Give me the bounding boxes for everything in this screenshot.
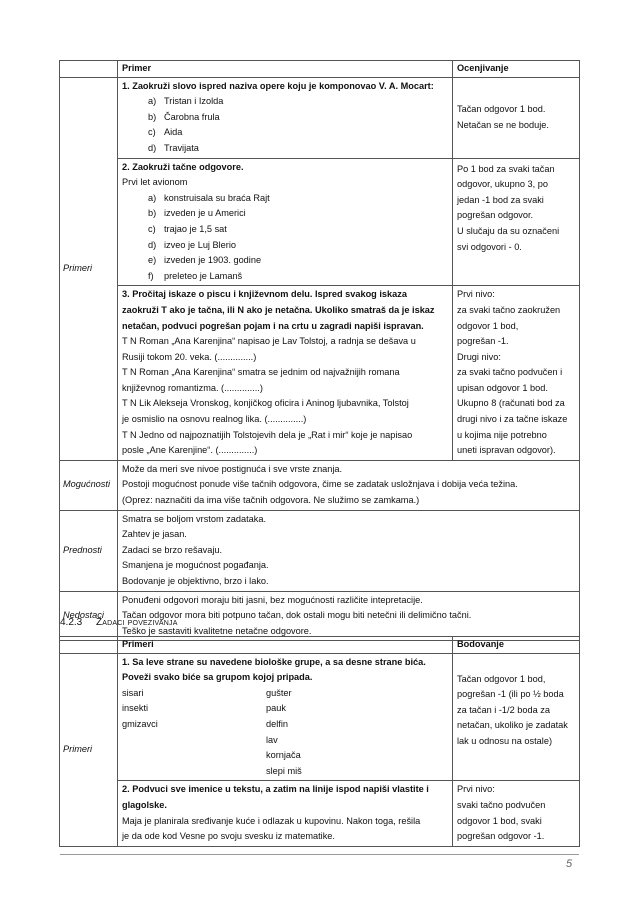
row-label-primeri: Primeri (60, 653, 118, 846)
score-line: odgovor 1 bod, svaki (457, 815, 542, 826)
text-line: Smatra se boljom vrstom zadataka. (122, 513, 266, 524)
pair-row (122, 748, 448, 764)
score-line: Drugi nivo: (457, 351, 501, 362)
m2-score (453, 781, 580, 846)
score-line: za svaki tačno zaokružen (457, 304, 561, 315)
q2-option: b) izveden je u Americi (148, 208, 246, 219)
score-line: pogrešan -1 (ili po ½ boda (457, 689, 564, 700)
score-line: drugi nivo i za tačne iskaze (457, 414, 568, 425)
m2-text-line: je da ode kod Vesne po svoju svesku iz matematike. (122, 831, 335, 842)
text-line: Bodovanje je objektivno, brzo i lako. (122, 576, 269, 586)
text-line: Zadaci se brzo rešavaju. (122, 544, 223, 555)
q3-statement-line: T N Roman „Ana Karenjina“ napisao je Lav Tolstoj, a radnja se dešava u (122, 336, 416, 347)
score-line: upisan odgovor 1 bod. (457, 382, 548, 393)
being-item: lav (266, 734, 278, 745)
m2-question-line: 2. Podvuci sve imenice u tekstu, a zatim na linije ispod napiši vlastite i (122, 784, 429, 795)
prednosti-cell (118, 510, 580, 591)
score-line: Tačan odgovor 1 bod, (457, 673, 546, 684)
header-ocenjivanje: Ocenjivanje (453, 61, 580, 78)
text-line: Postoji mogućnost ponude više tačnih odgovora, čime se zadatak usložnjava i dobija veća težina. (122, 479, 518, 490)
q3-statement-line: književnog romantizma. (..............) (122, 382, 263, 393)
group-item: sisari (122, 687, 144, 698)
score-line: netačan, ukoliko je zadatak (457, 720, 568, 731)
pair-row (122, 686, 448, 702)
header-empty (60, 61, 118, 78)
being-item: pauk (266, 703, 286, 714)
q2-intro: Prvi let avionom (122, 177, 188, 188)
score-line: za tačan i -1/2 boda za (457, 704, 550, 715)
text-line: Tačan odgovor mora biti potpuno tačan, dok ostali mogu biti netečni ili delimično tačni. (122, 610, 472, 621)
score-line: odgovor, ukupno 3, po (457, 179, 548, 190)
header-bodovanje: Bodovanje (453, 637, 580, 654)
q1-cell (118, 77, 453, 158)
row-label-prednosti: Prednosti (60, 510, 118, 591)
text-line: (Oprez: naznačiti da ima više tačnih odgovora. Ne služimo se zamkama.) (122, 495, 420, 506)
score-line: Netačan se ne boduje. (457, 119, 549, 130)
m1-question-line: Poveži svako biće sa grupom kojoj pripada. (122, 672, 313, 683)
row-label-nedostaci: Nedostaci (60, 591, 118, 641)
table-row-m1 (60, 653, 580, 781)
section-number: 4.2.3 (60, 617, 83, 628)
q1-question: 1. Zaokruži slovo ispred naziva opere koju je komponovao V. A. Mocart: (122, 80, 434, 91)
table-matching (59, 636, 580, 847)
pair-row (122, 717, 448, 733)
score-line: Ukupno 8 (računati bod za (457, 398, 565, 409)
page-number: 5 (566, 858, 573, 870)
being-item: gušter (266, 687, 292, 698)
being-item: slepi miš (266, 765, 302, 776)
q1-option: b) Čarobna frula (148, 111, 220, 122)
row-label-primeri: Primeri (60, 77, 118, 460)
q2-option: a) konstruisala su braća Rajt (148, 192, 270, 203)
table-row-m2 (60, 781, 580, 846)
score-line: pogrešan odgovor -1. (457, 831, 545, 842)
table-row-q3 (60, 286, 580, 461)
q1-option: c) Aida (148, 127, 183, 138)
table-row-nedostaci (60, 591, 580, 641)
q3-question-line: netačan, podvuci pogrešan pojam i na crtu u zagradi napiši ispravan. (122, 320, 424, 331)
header-primeri: Primeri (118, 637, 453, 654)
score-line: za svaki tačno podvučen i (457, 367, 563, 378)
score-line: odgovor 1 bod, (457, 320, 519, 331)
q3-statement-line: T N Roman „Ana Karenjina“ smatra se jednim od najvažnijih romana (122, 367, 400, 378)
q3-score (453, 286, 580, 461)
q3-statement-line: je osmislio na osnovu realnog lika. (..............) (122, 414, 307, 425)
table-row-prednosti (60, 510, 580, 591)
score-line: jedan -1 bod za svaki (457, 194, 544, 205)
table-row-mogucnosti (60, 460, 580, 510)
q2-option: e) izveden je 1903. godine (148, 255, 262, 266)
table-multiple-choice (59, 60, 580, 641)
q3-statement-line: posle „Ane Karenjine“. (..............) (122, 445, 258, 456)
score-line: Prvi nivo: (457, 289, 495, 300)
score-line: lak u odnosu na ostale) (457, 735, 553, 746)
row-label-mogucnosti: Mogućnosti (60, 460, 118, 510)
table-row-q2 (60, 158, 580, 286)
score-line: svaki tačno podvučen (457, 799, 546, 810)
score-line: uneti ispravan odgovor). (457, 445, 556, 456)
q1-score (453, 77, 580, 158)
score-line: Prvi nivo: (457, 784, 495, 795)
score-line: pogrešan odgovor. (457, 210, 534, 221)
text-line: Smanjena je mogućnost pogađanja. (122, 560, 269, 571)
header-empty (60, 637, 118, 654)
score-line: svi odgovori - 0. (457, 241, 522, 252)
table-header-row (60, 61, 580, 78)
m1-score (453, 653, 580, 781)
group-item: insekti (122, 703, 149, 714)
q3-question-line: 3. Pročitaj iskaze o piscu i književnom delu. Ispred svakog iskaza (122, 289, 407, 300)
table-row-q1 (60, 77, 580, 158)
table-header-row (60, 637, 580, 654)
mogucnosti-cell (118, 460, 580, 510)
q3-statement-line: T N Lik Alekseja Vronskog, konjičkog oficira i Aninog ljubavnika, Tolstoj (122, 398, 409, 409)
m2-text-line: Maja je planirala sređivanje kuće i odlazak u kupovinu. Nakon toga, rešila (122, 815, 421, 826)
score-line: U slučaju da su označeni (457, 225, 560, 236)
q2-cell (118, 158, 453, 286)
q1-option: d) Travijata (148, 142, 199, 153)
m2-cell (118, 781, 453, 846)
q3-statement-line: T N Jedno od najpoznatijih Tolstojevih dela je „Rat i mir“ koje je napisao (122, 429, 413, 440)
being-item: kornjača (266, 750, 301, 761)
header-primer: Primer (118, 61, 453, 78)
being-item: delfin (266, 718, 288, 729)
q2-option: c) trajao je 1,5 sat (148, 223, 227, 234)
q3-question-line: zaokruži T ako je tačna, ili N ako je netačna. Ukoliko smatraš da je iskaz (122, 304, 435, 315)
m2-question-line: glagolske. (122, 799, 167, 810)
q2-score (453, 158, 580, 286)
text-line: Teško je sastaviti kvalitetne netačne odgovore. (122, 625, 312, 636)
score-line: Tačan odgovor 1 bod. (457, 103, 546, 114)
pair-row (122, 733, 448, 749)
q1-option: a) Tristan i Izolda (148, 96, 224, 107)
pair-row (122, 764, 448, 780)
section-title: Zadaci povezivanja (96, 617, 178, 628)
score-line: u kojima nije potrebno (457, 429, 547, 440)
text-line: Ponuđeni odgovori moraju biti jasni, bez mogućnosti različite intepretacije. (122, 594, 423, 605)
q3-statement-line: Rusiji tokom 20. veka. (..............) (122, 351, 257, 362)
q3-cell (118, 286, 453, 461)
score-line: Po 1 bod za svaki tačan (457, 163, 555, 174)
footer-rule (60, 854, 579, 855)
text-line: Može da meri sve nivoe postignuća i sve vrste znanja. (122, 463, 343, 474)
score-line: pogrešan -1. (457, 336, 509, 347)
text-line: Zahtev je jasan. (122, 529, 187, 540)
m1-cell (118, 653, 453, 781)
nedostaci-cell (118, 591, 580, 641)
q2-option: d) izveo je Luj Blerio (148, 239, 237, 250)
pair-row (122, 701, 448, 717)
m1-question-line: 1. Sa leve strane su navedene biološke grupe, a sa desne strane bića. (122, 656, 426, 667)
section-heading (60, 617, 178, 628)
group-item: gmizavci (122, 718, 158, 729)
q2-question: 2. Zaokruži tačne odgovore. (122, 161, 244, 172)
q2-option: f) preleteo je Lamanš (148, 270, 243, 281)
